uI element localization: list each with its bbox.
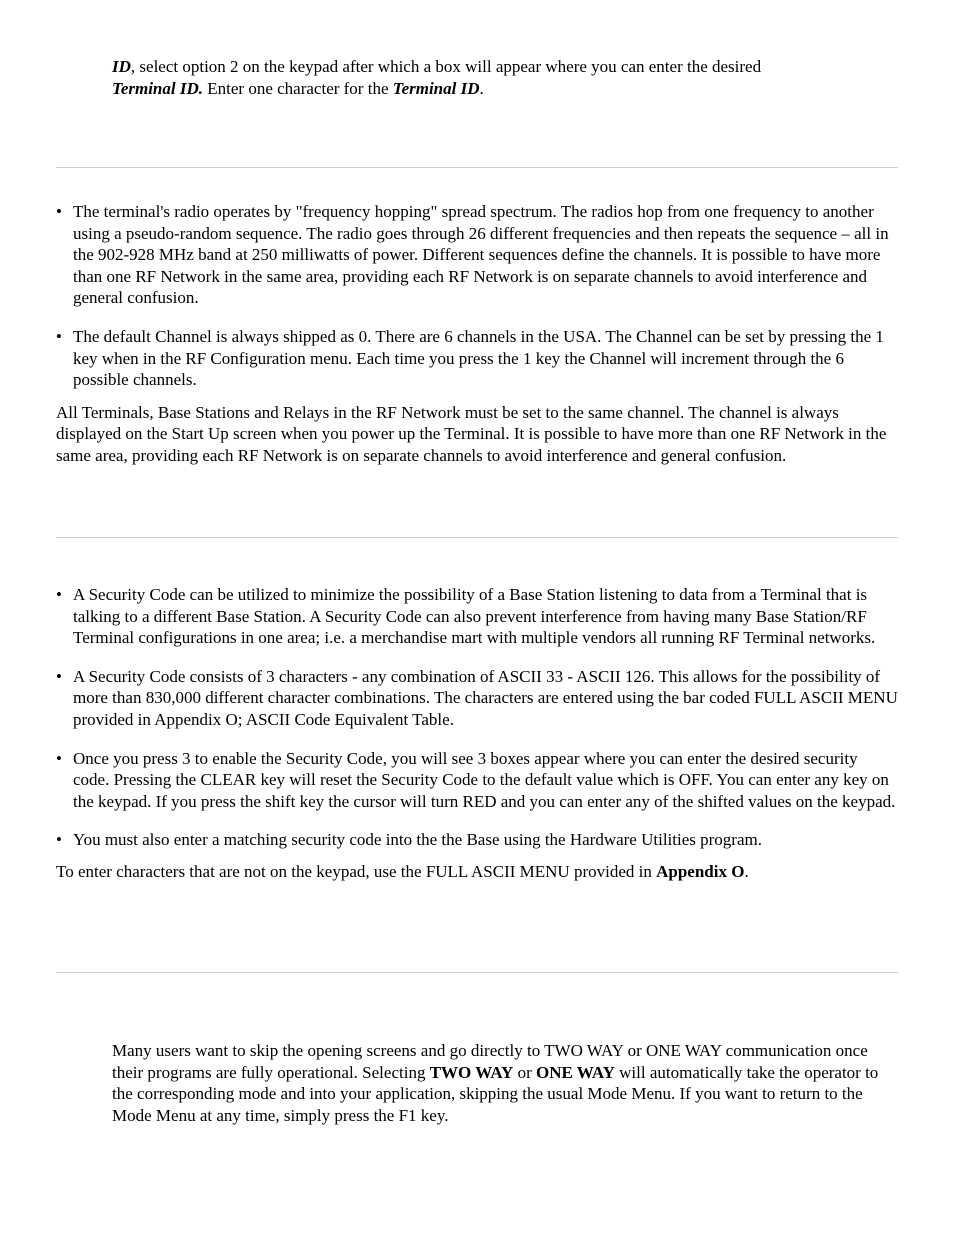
security-section <box>56 584 898 883</box>
channel-bullet-1: • The terminal's radio operates by "frequency hopping" spread spectrum. The radios hop from one frequency to another using a pseudo-random sequence. The radio goes through 26 different frequencies and then repeats the sequence – all in the 902-928 MHz band at 250 milliwatts of power. Different sequences define the channels. It is possible to have more than one RF Network in the same area, providing each RF Network is on separate channels to avoid interference and general confusion. <box>56 202 889 308</box>
two-way-term: TWO WAY <box>429 1062 514 1082</box>
bullet-dot: • <box>56 666 62 686</box>
startup-section <box>112 1040 898 1126</box>
startup-paragraph: Many users want to skip the opening screens and go directly to TWO WAY or ONE WAY communication once their programs are fully operational. Selecting TWO WAY or ONE WAY will automatically take the operator to the corresponding mode and into your application, skipping the usual Mode Menu. If you want to return to the Mode Menu at any time, simply press the F1 key. <box>112 1041 879 1125</box>
channel-section <box>56 201 898 467</box>
appendix-reference: Appendix O <box>656 861 745 881</box>
bullet-dot: • <box>56 830 62 850</box>
bullet-dot: • <box>56 585 62 604</box>
security-bullet-3: • Once you press 3 to enable the Security Code, you will see 3 boxes appear where you can enter the desired security code. Pressing the CLEAR key will reset the Security Code to the default value which is OFF. You can enter any key on the keypad. If you press the shift key the cursor will turn RED and you can enter any of the shifted values on the keypad. <box>56 748 896 811</box>
term-id-1: ID <box>112 57 131 76</box>
security-closing: To enter characters that are not on the keypad, use the FULL ASCII MENU provided in Appendix O. <box>56 861 749 881</box>
divider-2 <box>56 537 898 538</box>
channel-paragraph: All Terminals, Base Stations and Relays in the RF Network must be set to the same channel. The channel is always displayed on the Start Up screen when you power up the Terminal. It is possible to have more than one RF Network in the same area, providing each RF Network is on separate channels to avoid interference and general confusion. <box>56 402 887 465</box>
bullet-dot: • <box>56 202 62 221</box>
bullet-dot: • <box>56 748 62 768</box>
divider-3 <box>56 972 898 973</box>
bullet-dot: • <box>56 326 62 346</box>
term-id-3: Terminal ID <box>392 78 480 98</box>
channel-bullet-2: • The default Channel is always shipped as 0. There are 6 channels in the USA. The Channel can be set by pressing the 1 key when in the RF Configuration menu. Each time you press the 1 key the Channel will increment through the 6 possible channels. <box>56 326 884 390</box>
security-bullet-4: • You must also enter a matching security code into the the Base using the Hardware Utilities program. <box>56 830 762 850</box>
security-bullet-1: • A Security Code can be utilized to minimize the possibility of a Base Station listening to data from a Terminal that is talking to a different Base Station. A Security Code can also prevent interference from having many Base Station/RF Terminal configurations in one area; i.e. a merchandise mart with multiple vendors all running RF Terminal networks. <box>56 585 876 648</box>
intro-paragraph: ID, select option 2 on the keypad after which a box will appear where you can enter the desired Terminal ID. Enter one character for the Terminal ID. <box>112 57 762 98</box>
divider-1 <box>56 167 898 168</box>
one-way-term: ONE WAY <box>536 1062 615 1082</box>
term-id-2: Terminal ID. <box>112 78 204 98</box>
security-bullet-2: • A Security Code consists of 3 characters - any combination of ASCII 33 - ASCII 126. This allows for the possibility of more than 830,000 different character combinations. The characters are entered using the bar coded FULL ASCII MENU provided in Appendix O; ASCII Code Equivalent Table. <box>56 666 898 729</box>
